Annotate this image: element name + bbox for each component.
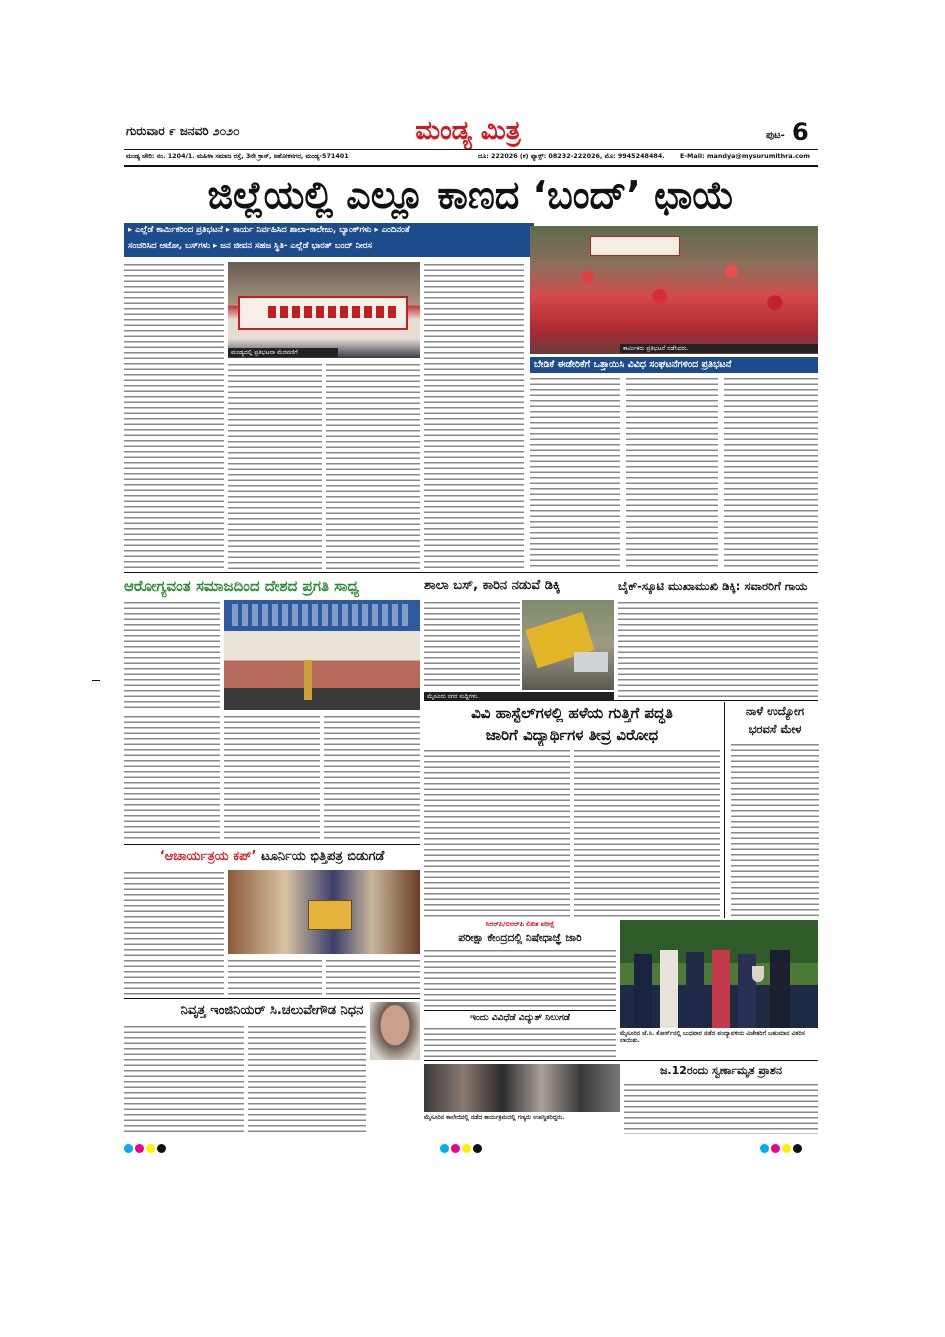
job-fair-headline-line1: ನಾಳೆ ಉದ್ಯೋಗ — [745, 704, 805, 718]
lead-headline: ಜಿಲ್ಲೆಯಲ್ಲಿ ಎಲ್ಲೂ ಕಾಣದ ‘ಬಂದ್’ ಛಾಯೆ — [207, 173, 735, 217]
section-rule-4 — [124, 998, 420, 999]
exam-article — [424, 948, 616, 1008]
hostel-headline-line2: ಜಾರಿಗೆ ವಿದ್ಯಾರ್ಥಿಗಳ ತೀವ್ರ ವಿರೋಧ — [485, 726, 659, 744]
school-bus-photo — [522, 600, 614, 690]
section-rule-2 — [424, 700, 818, 701]
health-stage-banner — [232, 604, 412, 626]
page-number: 6 — [792, 118, 809, 146]
hostel-article-col2 — [574, 748, 720, 918]
exam-kicker: ಸಿಆರ್‌ಪಿ/ಬಿಆರ್‌ಪಿ ಲಿಖಿತ ಪರೀಕ್ಷೆ — [485, 920, 555, 928]
power-cut-article — [424, 1026, 616, 1058]
health-photo — [224, 600, 420, 710]
masthead-rule — [124, 149, 818, 150]
health-article-col2 — [124, 714, 220, 842]
cup-poster — [308, 900, 352, 930]
health-headline: ಆರೋಗ್ಯವಂತ ಸಮಾಜದಿಂದ ದೇಶದ ಪ್ರಗತಿ ಸಾಧ್ಯ — [124, 577, 360, 595]
cup-article-col2 — [228, 958, 322, 996]
person-4 — [712, 950, 730, 1028]
date-line: ಗುರುವಾರ ೯ ಜನವರಿ ೨೦೨೦ — [126, 124, 240, 138]
registration-dots-left — [124, 1138, 184, 1148]
job-fair-article — [731, 742, 819, 918]
lead-article-col4 — [424, 262, 524, 570]
lead-bullet-band — [124, 223, 534, 257]
masthead-rule-bottom — [124, 165, 818, 167]
bottom-group-photo — [424, 1064, 620, 1112]
lead-bullets-line2: ಸಂಚರಿಸಿದ ಆಟೋ, ಬಸ್‌ಗಳು ▸ ಜನ ಜೀವನ ಸಹಜ ಸ್ಥಿತಿ- ಎಲ್ಲೆಡೆ ಭಾರತ್ ಬಂದ್ ನೀರಸ — [128, 241, 372, 251]
lamp-lighting — [304, 660, 312, 700]
school-bus-caption: ಮೈಸೂರು ನಗರ ಸುದ್ದಿಗಳು. — [424, 692, 614, 701]
bottom-right-article — [624, 1082, 818, 1134]
trophy-icon — [752, 966, 764, 982]
sub-article-col2 — [626, 376, 718, 570]
exam-headline: ಪರೀಕ್ಷಾ ಕೇಂದ್ರದಲ್ಲಿ ನಿಷೇಧಾಜ್ಞೆ ಜಾರಿ — [458, 932, 582, 944]
cup-headline-red: ‘ಆಚಾರ್ಯತ್ರಯ ಕಪ್’ — [159, 849, 257, 864]
lead-article-col2 — [228, 362, 322, 570]
page-label: ಪುಟ- — [766, 130, 785, 141]
masthead-address: ಮಂಡ್ಯ ಚೇರಿ: ನಂ. 1204/1. ಮಹಿಳಾ ಸಮಾಜ ರಸ್ತೆ, 3ನೇ ಕ್ರಾಸ್, ಅಶೋಕನಗರ, ಮಂಡ್ಯ-571401 — [126, 152, 349, 160]
sub-article-col1 — [530, 376, 620, 570]
masthead-email: E-Mail: mandya@mysurumithra.com — [680, 152, 810, 160]
lead-photo1-caption: ಮಂಡ್ಯದಲ್ಲಿ ಪ್ರತಿಭಟನಾ ಮೆರವಣಿಗೆ — [228, 348, 338, 357]
lead-sub-headline: ಬೇಡಿಕೆ ಈಡೇರಿಕೆಗೆ ಒತ್ತಾಯಿಸಿ ವಿವಿಧ ಸಂಘಟನೆಗಳಿಂದ ಪ್ರತಿಭಟನೆ — [530, 357, 818, 373]
sub-article-col3 — [724, 376, 818, 570]
masthead-logo: ಮಂಡ್ಯ ಮಿತ್ರ — [415, 116, 521, 146]
job-fair-box — [724, 702, 818, 918]
lead-bullets-line1: ▸ ಎಲ್ಲೆಡೆ ಕಾರ್ಮಿಕರಿಂದ ಪ್ರತಿಭಟನೆ ▸ ಕಾರ್ಯ ನಿರ್ವಹಿಸಿದ ಶಾಲಾ-ಕಾಲೇಜು, ಬ್ಯಾಂಕ್‌ಗಳು ▸ ಎಂದಿನಂತೆ — [128, 225, 410, 235]
masthead-contact: ದೂ: 222026 (ಕ) ಫ್ಯಾಕ್ಸ್: 08232-222026, ಮೊ: 9945248484. — [478, 152, 665, 160]
registration-dots-right — [760, 1138, 820, 1148]
section-rule-1 — [124, 572, 818, 573]
registration-dots-center — [440, 1138, 500, 1148]
job-fair-headline-line2: ಭರವಸೆ ಮೇಳ — [748, 722, 802, 736]
lead-photo-crowd — [530, 226, 818, 354]
health-article-col4 — [324, 714, 420, 842]
cup-photo — [228, 870, 420, 954]
section-rule-5 — [424, 1060, 818, 1061]
bike-headline: ಬೈಕ್-ಸ್ಕೂಟಿ ಮುಖಾಮುಖಿ ಡಿಕ್ಕಿ: ಸವಾರರಿಗೆ ಗಾಯ — [618, 579, 808, 593]
obituary-headline: ನಿವೃತ್ತ ಇಂಜಿನಿಯರ್ ಸಿ.ಚಲುವೇಗೌಡ ನಿಧನ — [180, 1003, 364, 1018]
margin-mark — [92, 680, 100, 681]
person-2 — [660, 950, 678, 1028]
lead-article-col1 — [124, 262, 224, 570]
person-6 — [770, 950, 790, 1028]
hostel-headline-line1: ವಿವಿ ಹಾಸ್ಟೆಲ್‌ಗಳಲ್ಲಿ ಹಳೆಯ ಗುತ್ತಿಗೆ ಪದ್ಧತಿ — [471, 704, 673, 722]
health-article-col1 — [124, 600, 220, 710]
obituary-article-col2 — [248, 1024, 366, 1134]
cup-headline-rest: ಟೂರ್ನಿಯ ಭಿತ್ತಿಪತ್ರ ಬಿಡುಗಡೆ — [256, 849, 385, 864]
lead-photo-protest-banner — [228, 262, 420, 358]
person-1 — [634, 954, 652, 1028]
section-rule-3 — [124, 844, 420, 845]
cup-headline — [124, 846, 420, 868]
school-bus-article — [424, 600, 520, 690]
school-bus-headline: ಶಾಲಾ ಬಸ್, ಕಾರಿನ ನಡುವೆ ಡಿಕ್ಕಿ — [424, 578, 561, 593]
golf-award-photo — [620, 920, 818, 1028]
cup-article-col1 — [124, 870, 224, 996]
cup-article-col3 — [326, 958, 420, 996]
health-article-col3 — [224, 714, 320, 842]
power-cut-headline: ಇಂದು ವಿವಿಧೆಡೆ ವಿದ್ಯುತ್ ನಿಲುಗಡೆ — [424, 1010, 616, 1024]
bike-article — [618, 600, 818, 698]
person-3 — [686, 952, 704, 1028]
obituary-portrait — [370, 1002, 420, 1060]
lead-photo2-caption: ಕಾರ್ಮಿಕರು ಪ್ರತಿಭಟನೆ ನಡೆಸಿದರು. — [620, 344, 818, 353]
bottom-right-headline: ಜ.12ರಂದು ಸ್ವರ್ಣಾಮೃತ ಪ್ರಾಶನ — [660, 1064, 782, 1077]
crowd-banner — [590, 236, 680, 256]
bottom-photo-caption: ಮೈಸೂರಿನ ಕಾಲೇಜಿನಲ್ಲಿ ನಡೆದ ಕಾರ್ಯಕ್ರಮದಲ್ಲಿ ಗಣ್ಯರು ಉಪಸ್ಥಿತರಿದ್ದರು. — [424, 1114, 565, 1121]
banner-lettering — [268, 306, 398, 318]
obituary-article-col1 — [124, 1024, 244, 1134]
car-body — [574, 652, 608, 672]
golf-caption: ಮೈಸೂರಿನ ಜೆ.ಸಿ. ಕೋರ್ಸ್‌ನಲ್ಲಿ ಬುಧವಾರ ನಡೆದ ಪಂದ್ಯಾವಳಿಯ ವಿಜೇತರಿಗೆ ಬಹುಮಾನ ವಿತರಿಸಲಾಯಿತು. — [620, 1030, 805, 1044]
hostel-article-col1 — [424, 748, 570, 918]
lead-article-col3 — [326, 362, 420, 570]
